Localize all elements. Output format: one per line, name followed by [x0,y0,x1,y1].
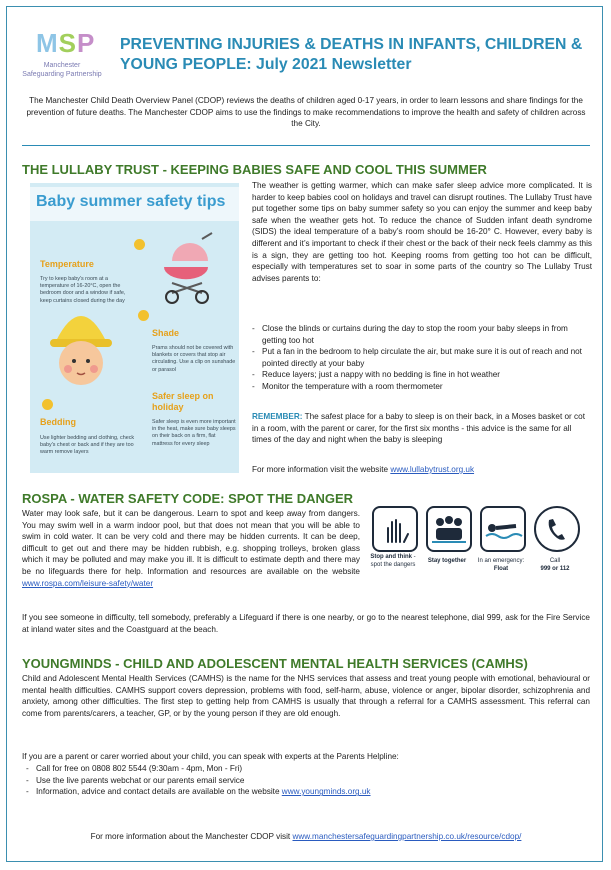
lullaby-tips-list [250,323,590,393]
phone-icon [534,506,580,552]
baby-summer-safety-poster [30,183,239,473]
call-label: Call 999 or 112 [540,558,570,572]
temperature-heading: Temperature [40,259,94,269]
helpline-list [24,763,584,798]
list-item: - Use the live parents webchat or our parents email service [24,775,584,787]
youngminds-body: Child and Adolescent Mental Health Services (CAMHS) is the name for the NHS services that assess and treat young people with emotional, behavioural or mental health difficulties. CAMHS support covers depression, problems with food, self-harm, abuse, violence or anger, bipolar disorder, schizophrenia and anxiety, among other difficulties. The first step to getting help from CAMHS is usually that through a referral for a CAMHS assessment. This referral can come from parents/carers, a teacher, GP, or by the young person if they are old enough. [22,674,590,718]
lullaby-heading: THE LULLABY TRUST - KEEPING BABIES SAFE AND COOL THIS SUMMER [22,162,487,177]
rospa-body-text: Water may look safe, but it can be dangerous. Learn to spot and keep away from dangers. You may swim well in a warm indoor pool, but that does not mean that you will be able to swim in cold water. It can be very cold and there may be hidden currents. It can be deep, difficult to get out and there may be hidden rubbish, e.g. shopping trolleys, broken glass which it may be polluted and may make you ill. It is difficult to estimate depth and there may be no lifeguards there for help. Information and resources are available on the website [22,509,360,576]
msp-logo: MSP [36,28,96,58]
sun-icon [42,399,53,410]
parents-helpline-intro: If you are a parent or carer worried about your child, you can speak with experts at the Parents Helpline: [22,752,399,761]
rospa-link[interactable]: www.rospa.com/leisure-safety/water [22,578,154,588]
stay-together-label: Stay together [427,558,467,564]
water-safety-code-icons [366,500,590,584]
sun-icon [138,310,149,321]
baby-with-sunhat-icon [46,301,116,393]
list-item: - Reduce layers; just a nappy with no bedding is fine in hot weather [250,369,590,381]
bedding-text: Use lighter bedding and clothing, check baby's chest or back and if they are too warm remove layers [40,435,135,456]
lullaby-more-info [252,464,592,476]
safer-sleep-heading: Safer sleep on holiday [152,391,214,412]
pram-icon [158,231,222,307]
list-item: - Call for free on 0808 802 5544 (9:30am - 4pm, Mon - Fri) [24,763,584,775]
list-item: - Close the blinds or curtains during the day to stop the room your baby sleeps in from getting too hot [250,323,590,346]
remember-label: REMEMBER: [252,412,303,421]
safer-sleep-text: Safer sleep is even more important in the heat, make sure baby sleeps on their back on a firm, flat mattress for every sleep [152,419,236,447]
shade-heading: Shade [152,328,180,338]
youngminds-link[interactable]: www.youngminds.org.uk [281,787,371,797]
temperature-text: Try to keep baby's room at a temperature of 16-20°C, open the bedroom door and a window if safe, keep curtains closed during the day [40,276,126,304]
sun-icon [134,239,145,250]
remember-note [252,411,592,446]
divider [22,145,590,146]
poster-title: Baby summer safety tips [36,193,226,210]
lullaby-body: The weather is getting warmer, which can make safer sleep advice more complicated. It is harder to keep babies cool on holidays and travel can disrupt routines. The Lullaby Trust have put together some tips on baby summer safety so you can enjoy the summer and keep baby safe when the weather gets hot. To reduce the chance of Sudden infant death syndrome (SIDS) the ideal temperature of a baby’s room should be 16-20° C. However, every baby is different and it’s important to check if their chest or the back of their neck feels clammy as this is a sign, they are getting too hot. Keeping rooms from getting too hot can be difficult, especially with temperatures set to soar in some parts of the country so The Lullaby Trust advises parents to: [252,181,592,283]
remember-text: The safest place for a baby to sleep is on their back, in a Moses basket or cot in a room, with the parent or carer, for the first six months - this advice is the same for all times of the day and night when the baby is sleeping [252,412,585,445]
list-item: - Put a fan in the bedroom to help circulate the air, but make sure it is out of reach and not pointed directly at your baby [250,346,590,369]
logo-subtitle: Manchester Safeguarding Partnership [22,62,102,78]
stop-hand-icon [372,506,418,552]
intro-paragraph: The Manchester Child Death Overview Panel (CDOP) reviews the deaths of children aged 0-17 years, in order to learn lessons and share findings for the prevention of future deaths. The Manchester CDOP aims to use the findings to make recommendations to improve the health and safety of children across the City. [26,96,586,128]
footer-text: For more information about the Manchester CDOP visit [90,832,293,841]
rospa-emergency-advice: If you see someone in difficulty, tell somebody, preferably a Lifeguard if there is one nearby, or go to the nearest telephone, dial 999, ask for the Fire Service at inland water sites and the Coastguard at the beach. [22,613,590,634]
footer [22,831,590,843]
newsletter-title: PREVENTING INJURIES & DEATHS IN INFANTS, CHILDREN & YOUNG PEOPLE: July 2021 Newsletter [120,36,583,73]
list-item: - Monitor the temperature with a room thermometer [250,381,590,393]
poster-title-bar [30,187,239,221]
cdop-link[interactable]: www.manchestersafeguardingpartnership.co.uk/resource/cdop/ [292,832,522,841]
rospa-body [22,508,360,589]
float-icon [480,506,526,552]
youngminds-heading: YOUNGMINDS - CHILD AND ADOLESCENT MENTAL HEALTH SERVICES (CAMHS) [22,656,528,671]
lullaby-trust-link[interactable]: www.lullabytrust.org.uk [390,465,475,474]
group-icon [426,506,472,552]
bedding-heading: Bedding [40,417,76,427]
rospa-heading: ROSPA - WATER SAFETY CODE: SPOT THE DANGER [22,491,354,506]
more-info-label: For more information visit the website [252,465,391,474]
float-label: In an emergency: Float [477,558,525,572]
stop-and-think-label: Stop and think - spot the dangers [370,554,416,568]
shade-text: Prams should not be covered with blankets or covers that stop air circulating. Use a clip on sunshade or parasol [152,345,236,373]
list-item: - Information, advice and contact details are available on the website www.youngminds.org.uk [24,786,584,798]
